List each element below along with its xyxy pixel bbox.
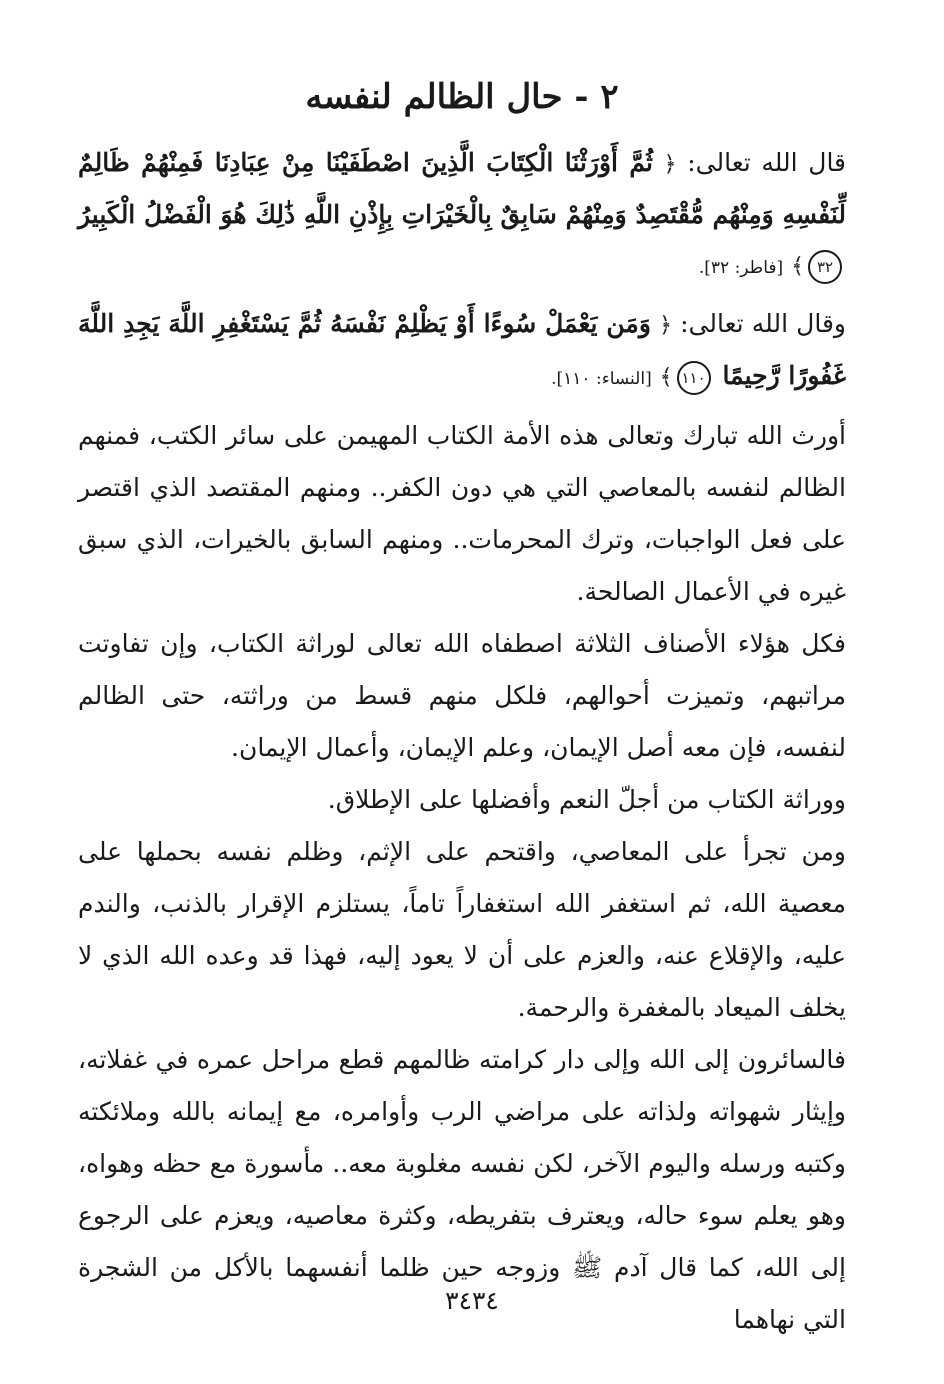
quote-intro: قال الله تعالى: — [676, 148, 847, 177]
ayah-number-marker: ١١٠ — [677, 361, 711, 395]
paragraph: ووراثة الكتاب من أجلّ النعم وأفضلها على الإطلاق. — [327, 785, 846, 814]
quran-quote-fatir — [78, 138, 846, 293]
ornate-bracket-open: ﴿ — [663, 152, 677, 177]
ornate-bracket-open: ﴿ — [659, 313, 672, 338]
quran-verse: وَمَن يَعْمَلْ سُوءًا أَوْ يَظْلِمْ نَفْسَهُ ثُمَّ يَسْتَغْفِرِ اللَّهَ يَجِدِ اللَّهَ غَفُورًا رَّحِيمًا — [78, 309, 846, 390]
ayah-number-marker: ٣٢ — [808, 250, 842, 284]
verse-reference: [فاطر: ٣٢]. — [698, 258, 784, 278]
page-number: ٣٤٣٤ — [445, 1286, 499, 1315]
ornate-bracket-close: ﴾ — [791, 254, 804, 279]
page-title: ٢ - حال الظالم لنفسه — [305, 77, 619, 117]
paragraph: فكل هؤلاء الأصناف الثلاثة اصطفاه الله تعالى لوراثة الكتاب، وإن تفاوتت مراتبهم، وتميزت أحوالهم، فلكل منهم قسط من وراثته، حتى الظالم لنفسه، فإن معه أصل الإيمان، وعلم الإيمان، وأعمال الإيمان. — [78, 629, 846, 762]
quran-quote-nisa — [78, 299, 846, 404]
quran-verse: ثُمَّ أَوْرَثْنَا الْكِتَابَ الَّذِينَ اصْطَفَيْنَا مِنْ عِبَادِنَا فَمِنْهُمْ ظَالِمٌ لِّنَفْسِهِ وَمِنْهُم مُّقْتَصِدٌ وَمِنْهُمْ سَابِقٌ بِالْخَيْرَاتِ بِإِذْنِ اللَّهِ ذَٰلِكَ هُوَ الْفَضْلُ الْكَبِيرُ — [78, 148, 846, 229]
verse-reference: [النساء: ١١٠]. — [551, 369, 652, 389]
paragraph: أورث الله تبارك وتعالى هذه الأمة الكتاب المهيمن على سائر الكتب، فمنهم الظالم لنفسه بالمعاصي التي هي دون الكفر.. ومنهم المقتصد الذي اقتصر على فعل الواجبات، وترك المحرمات.. ومنهم السابق بالخيرات، الذي سبق غيره في الأعمال الصالحة. — [78, 421, 846, 606]
paragraph: فالسائرون إلى الله وإلى دار كرامته ظالمهم قطع مراحل عمره في غفلاته، وإيثار شهواته ولذاته على مراضي الرب وأوامره، مع إيمانه بالله وملائكته وكتبه ورسله واليوم الآخر، لكن نفسه مغلوبة معه.. مأسورة مع حظه وهواه، وهو يعلم سوء حاله، ويعترف بتفريطه، وكثرة معاصيه، ويعزم على الرجوع إلى الله، كما قال آدم ﷺ وزوجه حين ظلما أنفسهما بالأكل من الشجرة التي نهاهما — [78, 1045, 846, 1334]
page-body — [78, 70, 847, 1334]
ornate-bracket-close: ﴾ — [659, 365, 673, 390]
quote-intro: وقال الله تعالى: — [671, 309, 846, 338]
paragraph: ومن تجرأ على المعاصي، واقتحم على الإثم، وظلم نفسه بحملها على معصية الله، ثم استغفر الله استغفاراً تاماً، يستلزم الإقرار بالذنب، والندم عليه، والإقلاع عنه، والعزم على أن لا يعود إليه، فهذا قد وعده الله الذي لا يخلف الميعاد بالمغفرة والرحمة. — [78, 837, 846, 1022]
